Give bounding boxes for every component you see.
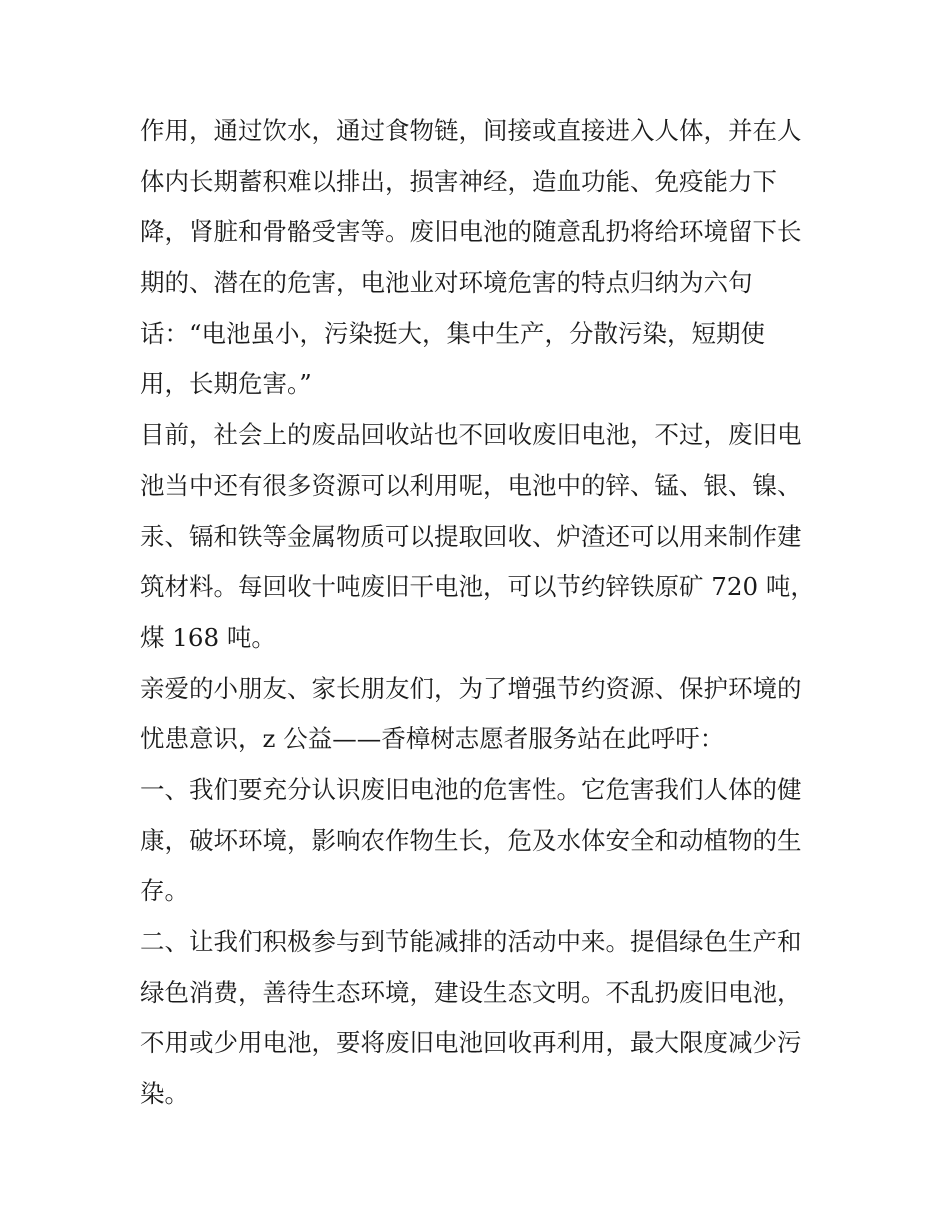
text-line: 用，长期危害。” — [140, 369, 312, 399]
text-line: 筑材料。每回收十吨废旧干电池，可以节约锌铁原矿 720 吨， — [140, 572, 815, 602]
text-line: 目前，社会上的废品回收站也不回收废旧电池，不过，废旧电 — [140, 420, 802, 450]
text-line: 降，肾脏和骨骼受害等。废旧电池的随意乱扔将给环境留下长 — [140, 217, 802, 247]
text-line: 作用，通过饮水，通过食物链，间接或直接进入人体，并在人 — [140, 116, 802, 145]
text-line: 一、我们要充分认识废旧电池的危害性。它危害我们人体的健 — [140, 774, 802, 804]
text-line: 汞、镉和铁等金属物质可以提取回收、炉渣还可以用来制作建 — [140, 521, 802, 551]
text-line: 绿色消费，善待生态环境，建设生态文明。不乱扔废旧电池， — [140, 977, 802, 1007]
text-line: 话：“电池虽小，污染挺大，集中生产，分散污染，短期使 — [140, 318, 766, 348]
text-line: 忧患意识，z 公益——香樟树志愿者服务站在此呼吁： — [140, 724, 725, 754]
text-line: 煤 168 吨。 — [140, 622, 276, 652]
text-line: 亲爱的小朋友、家长朋友们，为了增强节约资源、保护环境的 — [140, 673, 802, 703]
text-line: 染。 — [140, 1079, 189, 1109]
text-line: 二、让我们积极参与到节能减排的活动中来。提倡绿色生产和 — [140, 927, 802, 956]
text-line: 存。 — [140, 876, 189, 906]
text-line: 康，破坏环境，影响农作物生长，危及水体安全和动植物的生 — [140, 825, 802, 855]
text-line: 期的、潜在的危害，电池业对环境危害的特点归纳为六句 — [140, 268, 753, 298]
body-text — [140, 106, 820, 1120]
text-line: 池当中还有很多资源可以利用呢，电池中的锌、锰、银、镍、 — [140, 470, 802, 500]
text-line: 体内长期蓄积难以排出，损害神经，造血功能、免疫能力下 — [140, 166, 777, 196]
text-line: 不用或少用电池，要将废旧电池回收再利用，最大限度减少污 — [140, 1028, 802, 1058]
